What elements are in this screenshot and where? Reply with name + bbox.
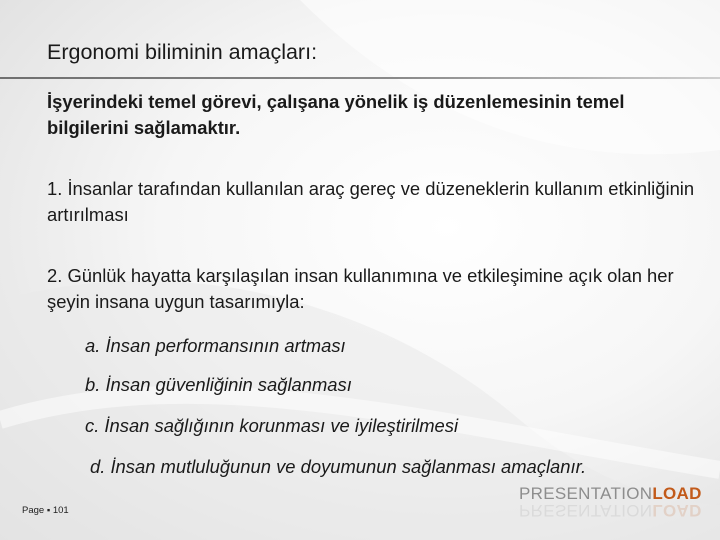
- sub-item-c: c. İnsan sağlığının korunması ve iyileştirilmesi: [85, 415, 459, 436]
- logo-reflection-word-presentation: PRESENTATION: [519, 501, 653, 520]
- title-divider: [0, 77, 720, 79]
- slide-title: Ergonomi biliminin amaçları:: [47, 40, 318, 64]
- sub-item-d: d. İnsan mutluluğunun ve doyumunun sağlanması amaçlanır.: [90, 456, 587, 477]
- logo-reflection-word-load: LOAD: [652, 501, 702, 520]
- point-2: 2. Günlük hayatta karşılaşılan insan kullanımına ve etkileşimine açık olan her şeyin insana uygun tasarımıyla:: [47, 265, 674, 312]
- logo-word-load: LOAD: [652, 484, 702, 503]
- logo-word-presentation: PRESENTATION: [519, 484, 653, 503]
- presentationload-logo: [519, 484, 701, 518]
- sub-item-b: b. İnsan güvenliğinin sağlanması: [85, 374, 352, 395]
- page-number: Page ▪ 101: [22, 505, 69, 516]
- sub-item-a: a. İnsan performansının artması: [85, 335, 346, 356]
- point-1: 1. İnsanlar tarafından kullanılan araç gereç ve düzeneklerin kullanım etkinliğinin artırılması: [47, 178, 695, 225]
- intro-text: İşyerindeki temel görevi, çalışana yönelik iş düzenlemesinin temel bilgilerini sağlamaktır.: [47, 91, 625, 138]
- logo-reflection: [519, 500, 702, 520]
